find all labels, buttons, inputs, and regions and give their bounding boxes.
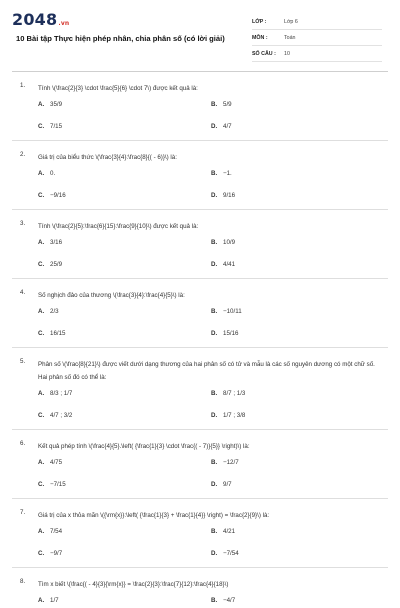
option-value: 4/41 [223,261,236,268]
option-label: C. [38,192,45,199]
question-item [12,210,388,279]
option-value: 16/15 [50,330,66,337]
logo-suffix: .vn [58,20,70,27]
question-number: 7. [20,509,26,516]
option-value: −12/7 [223,459,239,466]
question-item [12,141,388,210]
answer-option[interactable] [38,261,62,268]
option-value: 0. [50,170,56,177]
logo-text: 2048 [12,10,58,29]
question-text: Giá trị của biểu thức \(\frac{3}{4}:\frac{8}{( - 6)}\) là: [38,154,177,161]
option-label: D. [211,330,218,337]
answer-option[interactable] [211,123,232,130]
option-label: B. [211,390,218,397]
option-value: −1. [223,170,232,177]
meta-value: Lớp 6 [284,18,298,25]
meta-key: LỚP : [252,18,267,25]
answer-option[interactable] [211,261,235,268]
option-label: B. [211,308,218,315]
answer-option[interactable] [38,123,62,130]
answer-option[interactable] [211,192,235,199]
answer-option[interactable] [211,481,232,488]
option-value: 4/21 [223,528,236,535]
question-number: 8. [20,578,26,585]
option-value: −7/54 [223,550,239,557]
option-label: B. [211,528,218,535]
option-value: 9/7 [223,481,232,488]
question-item [12,279,388,348]
answer-option[interactable] [38,528,62,535]
option-value: −10/11 [223,308,242,315]
option-label: A. [38,101,45,108]
option-label: D. [211,481,218,488]
option-label: C. [38,550,45,557]
answer-option[interactable] [38,308,59,315]
page-title: 10 Bài tập Thực hiện phép nhân, chia phân số (có lời giải) [16,34,225,43]
question-text: Số nghịch đảo của thương \(\frac{3}{4}:\frac{4}{5}\) là: [38,292,185,299]
answer-option[interactable] [211,330,238,337]
option-value: −4/7 [223,597,236,604]
option-value: 7/15 [50,123,63,130]
question-text: Giá trị của x thỏa mãn \({\rm{x}}:\left( {\frac{1}{3} + \frac{1}{4}} \right) = \frac{2}{9}\) là: [38,512,270,519]
answer-option[interactable] [38,170,55,177]
answer-option[interactable] [211,528,235,535]
option-value: 5/9 [223,101,232,108]
option-label: A. [38,308,45,315]
option-label: C. [38,330,45,337]
question-number: 4. [20,289,26,296]
option-value: −7/15 [50,481,66,488]
question-item [12,348,388,430]
question-number: 6. [20,440,26,447]
meta-row-grade [252,14,382,30]
question-item [12,568,388,608]
answer-option[interactable] [211,170,232,177]
option-value: 9/16 [223,192,236,199]
question-text: Tính \(\frac{2}{5}:\frac{6}{15}:\frac{9}{10}\) được kết quả là: [38,223,199,230]
option-label: D. [211,192,218,199]
option-label: C. [38,123,45,130]
meta-key: MÔN : [252,34,268,41]
option-value: 3/16 [50,239,63,246]
answer-option[interactable] [38,459,62,466]
meta-value: Toán [284,34,296,41]
answer-option[interactable] [211,308,242,315]
option-label: B. [211,597,218,604]
option-label: C. [38,261,45,268]
option-value: 15/16 [223,330,239,337]
option-label: C. [38,481,45,488]
option-label: D. [211,123,218,130]
option-value: 8/3 ; 1/7 [50,390,73,397]
option-label: A. [38,597,45,604]
answer-option[interactable] [211,459,239,466]
question-item [12,499,388,568]
option-label: A. [38,239,45,246]
question-text: Tính \(\frac{2}{3} \cdot \frac{5}{6} \cdot 7\) được kết quả là: [38,85,198,92]
question-number: 5. [20,358,26,365]
answer-option[interactable] [211,550,239,557]
option-label: D. [211,412,218,419]
option-value: −9/16 [50,192,66,199]
option-label: C. [38,412,45,419]
answer-option[interactable] [211,101,232,108]
answer-option[interactable] [38,239,62,246]
answer-option[interactable] [38,330,65,337]
question-number: 1. [20,82,26,89]
option-value: 35/9 [50,101,63,108]
option-value: −9/7 [50,550,63,557]
option-label: B. [211,459,218,466]
meta-row-count [252,46,382,62]
meta-key: SỐ CÂU : [252,50,276,57]
option-value: 1/7 [50,597,59,604]
option-label: B. [211,239,218,246]
option-value: 10/9 [223,239,236,246]
option-value: 1/7 ; 3/8 [223,412,246,419]
answer-option[interactable] [38,192,66,199]
question-number: 3. [20,220,26,227]
option-label: A. [38,170,45,177]
answer-option[interactable] [38,597,59,604]
meta-row-subject [252,30,382,46]
site-logo[interactable] [12,10,69,29]
answer-option[interactable] [211,597,235,604]
answer-option[interactable] [38,412,72,419]
option-label: D. [211,550,218,557]
answer-option[interactable] [38,550,62,557]
option-label: D. [211,261,218,268]
option-value: 7/54 [50,528,63,535]
question-number: 2. [20,151,26,158]
option-value: 4/7 [223,123,232,130]
question-item [12,72,388,141]
option-label: B. [211,170,218,177]
option-label: A. [38,528,45,535]
answer-option[interactable] [38,101,62,108]
question-list [0,72,400,608]
option-value: 25/9 [50,261,63,268]
answer-option[interactable] [211,239,235,246]
option-label: A. [38,390,45,397]
answer-option[interactable] [211,412,245,419]
question-text: Tìm x biết \(\frac{( - 4}{3}{\rm{x}} = \frac{2}{3}:\frac{7}{12}:\frac{4}{18}\) [38,581,229,588]
meta-value: 10 [284,50,290,57]
option-value: 4/75 [50,459,63,466]
option-value: 8/7 ; 1/3 [223,390,246,397]
option-label: A. [38,459,45,466]
question-item [12,430,388,499]
answer-option[interactable] [38,481,66,488]
page-header [0,0,400,66]
option-value: 4/7 ; 3/2 [50,412,73,419]
answer-option[interactable] [211,390,245,397]
option-label: B. [211,101,218,108]
answer-option[interactable] [38,390,72,397]
question-text: Kết quả phép tính \(\frac{4}{5}.\left( {\frac{1}{3} \cdot \frac{( - 7)}{5}} \right)\) là: [38,443,250,450]
option-value: 2/3 [50,308,59,315]
question-text: Phân số \(\frac{8}{21}\) được viết dưới dạng thương của hai phân số có tử và mẫu là các số nguyên dương có một chữ số. Hai phân số đó có thể là: [38,361,375,381]
meta-info [252,14,382,62]
